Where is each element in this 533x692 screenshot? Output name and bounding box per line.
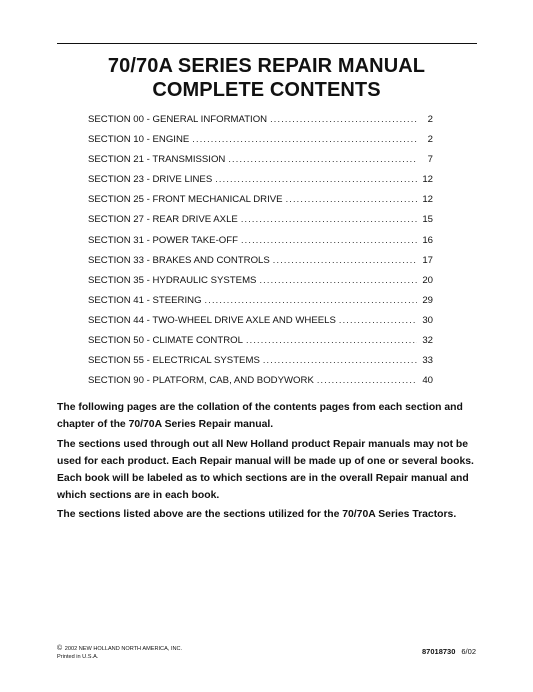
toc-page-number: 2 [427,114,433,125]
toc-entry [88,134,433,154]
toc-entry [88,375,433,395]
toc-page-number: 30 [422,314,433,326]
toc-entry [88,275,433,295]
footer-copyright-block [57,645,182,661]
toc-page-number: 7 [427,154,433,166]
toc-section-label: SECTION 33 - BRAKES AND CONTROLS [88,254,270,266]
toc-page-number: 20 [422,274,433,286]
toc-entry [88,315,433,335]
document-subtitle: COMPLETE CONTENTS [152,79,381,101]
toc-dot-leader [192,134,417,144]
toc-entry [88,154,433,174]
toc-entry [88,114,433,134]
toc-section-label: SECTION 23 - DRIVE LINES [88,174,213,186]
toc-dot-leader [259,275,417,285]
paragraph-sections-utilized: The sections listed above are the sections utilized for the 70/70A Series Tractors. [57,509,457,520]
toc-dot-leader [205,295,417,305]
toc-dot-leader [241,235,417,245]
toc-section-label: SECTION 90 - PLATFORM, CAB, AND BODYWORK [88,375,314,387]
toc-section-label: SECTION 35 - HYDRAULIC SYSTEMS [88,274,257,286]
toc-dot-leader [270,114,417,124]
toc-page-number: 33 [422,355,433,367]
toc-section-label: SECTION 31 - POWER TAKE-OFF [88,234,238,246]
toc-page-number: 16 [422,234,433,246]
copyright-symbol: © [57,645,63,652]
toc-section-label: SECTION 50 - CLIMATE CONTROL [88,335,243,347]
toc-page-number: 2 [427,134,433,146]
toc-section-label: SECTION 25 - FRONT MECHANICAL DRIVE [88,194,283,206]
paragraph-collation-note: The following pages are the collation of the contents pages from each section and chapter of the 70/70A Series Repair manual. [57,402,463,430]
paragraph-sections-note: The sections used through out all New Holland product Repair manuals may not be used for each product. Each Repair manual will be made up of one or several books. Each book will be labeled as to which sections are in the overall Repair manual and which sections are in each book. [57,439,474,501]
toc-page-number: 17 [422,254,433,266]
toc-entry [88,214,433,234]
toc-section-label: SECTION 21 - TRANSMISSION [88,154,226,166]
toc-entry [88,335,433,355]
toc-section-label: SECTION 27 - REAR DRIVE AXLE [88,214,238,226]
toc-dot-leader [263,355,417,365]
publication-date: 6/02 [461,647,476,656]
toc-page-number: 12 [422,174,433,186]
toc-entry [88,174,433,194]
copyright-text: 2002 NEW HOLLAND NORTH AMERICA, INC. [64,646,183,652]
part-number: 87018730 [422,647,456,656]
toc-dot-leader [246,335,417,345]
toc-dot-leader [273,255,417,265]
toc-entry [88,255,433,275]
footer-part-number-block [422,647,476,656]
table-of-contents [88,114,433,395]
toc-entry [88,295,433,315]
toc-dot-leader [228,154,417,164]
toc-section-label: SECTION 55 - ELECTRICAL SYSTEMS [88,355,260,367]
toc-entry [88,194,433,214]
printed-in-text: Printed in U.S.A. [57,654,99,660]
toc-dot-leader [317,375,417,385]
toc-section-label: SECTION 00 - GENERAL INFORMATION [88,114,268,125]
toc-page-number: 29 [422,294,433,306]
toc-dot-leader [339,315,417,325]
toc-section-label: SECTION 44 - TWO-WHEEL DRIVE AXLE AND WHEELS [88,314,336,326]
toc-page-number: 40 [422,375,433,387]
toc-section-label: SECTION 41 - STEERING [88,294,202,306]
document-title: 70/70A SERIES REPAIR MANUAL [107,55,426,77]
toc-entry [88,235,433,255]
toc-page-number: 12 [422,194,433,206]
toc-section-label: SECTION 10 - ENGINE [88,134,190,146]
top-rule [57,43,477,44]
toc-page-number: 15 [422,214,433,226]
toc-page-number: 32 [422,335,433,347]
toc-entry [88,355,433,375]
toc-dot-leader [286,194,417,204]
toc-dot-leader [241,214,417,224]
toc-dot-leader [215,174,417,184]
